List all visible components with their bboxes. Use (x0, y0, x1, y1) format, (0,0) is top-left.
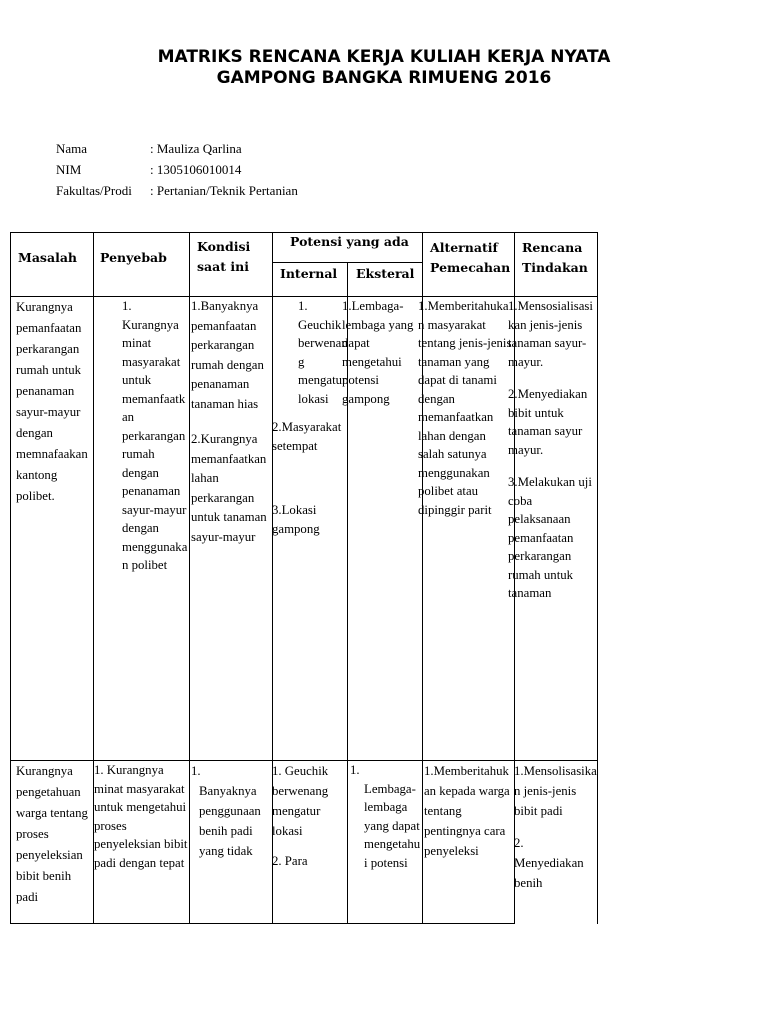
header-alternatif-line: Pemecahan (430, 260, 511, 275)
header-kondisi-line: saat ini (197, 259, 249, 274)
header-alternatif (430, 238, 510, 278)
list-item: 1.Banyaknya pemanfaatan perkarangan rumah dengan penanaman tanaman hias (191, 299, 264, 411)
document-title-line-2: GAMPONG BANGKA RIMUENG 2016 (216, 68, 552, 88)
list-item: 1. Geuchik berwenang mengatur lokasi (272, 764, 329, 838)
info-value: : Mauliza Qarlina (150, 141, 242, 156)
cell-text: Kurangnya pemanfaatan perkarangan rumah untuk penanaman sayur-mayur dengan memnafaakan kantong polibet. (16, 300, 88, 503)
info-row-nama (56, 138, 298, 159)
row2-eksternal (350, 761, 422, 923)
cell-text: 1.Memberitahukan kepada warga tentang pentingnya cara penyeleksi (424, 764, 510, 858)
list-item: 1.Mensolisasikan jenis-jenis bibit padi (514, 764, 597, 818)
cell-text: 1. Kurangnya minat masyarakat untuk mengetahui proses penyeleksian bibit padi dengan tepat (94, 763, 188, 870)
header-kondisi-line: Kondisi (197, 239, 251, 254)
info-row-fakultas (56, 180, 298, 201)
list-item: 2.Menyediakan bibit untuk tanaman sayur mayur. (508, 387, 588, 457)
row2-masalah (16, 761, 94, 923)
info-label: Fakultas/Prodi (56, 183, 132, 198)
header-kondisi (197, 237, 250, 277)
header-rencana-line: Rencana (522, 240, 583, 255)
cell-text: Banyaknya penggunaan benih padi yang tidak (199, 784, 261, 858)
info-label: NIM (56, 162, 82, 177)
row1-internal (272, 297, 348, 759)
list-item: 2.Kurangnya memanfaatkan lahan perkarangan untuk tanaman sayur-mayur (191, 432, 267, 544)
info-label: Nama (56, 141, 88, 156)
row1-alternatif (418, 297, 514, 759)
header-rencana (522, 238, 588, 278)
list-number: 1. (191, 764, 201, 778)
row2-penyebab (94, 761, 190, 923)
row2-internal (272, 761, 348, 923)
table-border (10, 923, 514, 924)
list-item: Menyediakan benih (514, 856, 584, 890)
row1-eksternal (342, 297, 422, 759)
header-internal: Internal (280, 266, 338, 281)
list-item: 1.Mensosialisasikan jenis-jenis tanaman sayur-mayur. (508, 299, 593, 369)
list-item: 1. Geuchik berwenang mengatur lokasi (298, 299, 348, 406)
work-plan-table (10, 232, 598, 924)
list-item: 2. (514, 836, 524, 850)
row2-alternatif (424, 761, 514, 923)
table-border (10, 232, 11, 924)
cell-text: 1.Lembaga-lembaga yang dapat mengetahui potensi gampong (342, 299, 414, 406)
header-alternatif-line: Alternatif (430, 240, 498, 255)
header-penyebab: Penyebab (100, 250, 167, 265)
info-row-nim (56, 159, 298, 180)
row2-kondisi (191, 761, 269, 923)
row1-rencana (508, 297, 596, 759)
list-number: 1. (350, 763, 360, 777)
cell-text: 1.Memberitahukan masyarakat tentang jenis-jenis tanaman yang dapat di tanami dengan memanfaatkan lahan dengan salah satunya menggunakan polibet atau dipinggir parit (418, 299, 512, 517)
cell-text: Lembaga-lembaga yang dapat mengetahui potensi (364, 781, 421, 870)
row1-masalah (16, 297, 94, 759)
list-item: 2.Masyarakat setempat (272, 420, 342, 453)
list-item: 2. Para (272, 854, 308, 868)
row1-penyebab (122, 297, 190, 759)
info-value: : Pertanian/Teknik Pertanian (150, 183, 298, 198)
list-item: 3.Melakukan uji coba pelaksanaan pemanfaatan perkarangan rumah untuk tanaman (508, 475, 592, 600)
row2-rencana (514, 761, 597, 923)
info-block (56, 138, 298, 201)
header-rencana-line: Tindakan (522, 260, 588, 275)
cell-text: 1. Kurangnya minat masyarakat untuk memanfaatkan perkarangan rumah dengan penanaman sayur-mayur dengan menggunakan polibet (122, 299, 188, 572)
table-border (597, 232, 598, 924)
cell-text: Kurangnya pengetahuan warga tentang proses penyeleksian bibit benih padi (16, 764, 88, 904)
list-item: 3.Lokasi gampong (272, 503, 320, 536)
document-title-line-1: MATRIKS RENCANA KERJA KULIAH KERJA NYATA (157, 47, 611, 67)
row1-kondisi (191, 297, 268, 759)
header-masalah: Masalah (18, 250, 78, 265)
header-potensi: Potensi yang ada (290, 234, 409, 249)
header-eksternal: Eksteral (356, 266, 415, 281)
info-value: : 1305106010014 (150, 162, 242, 177)
